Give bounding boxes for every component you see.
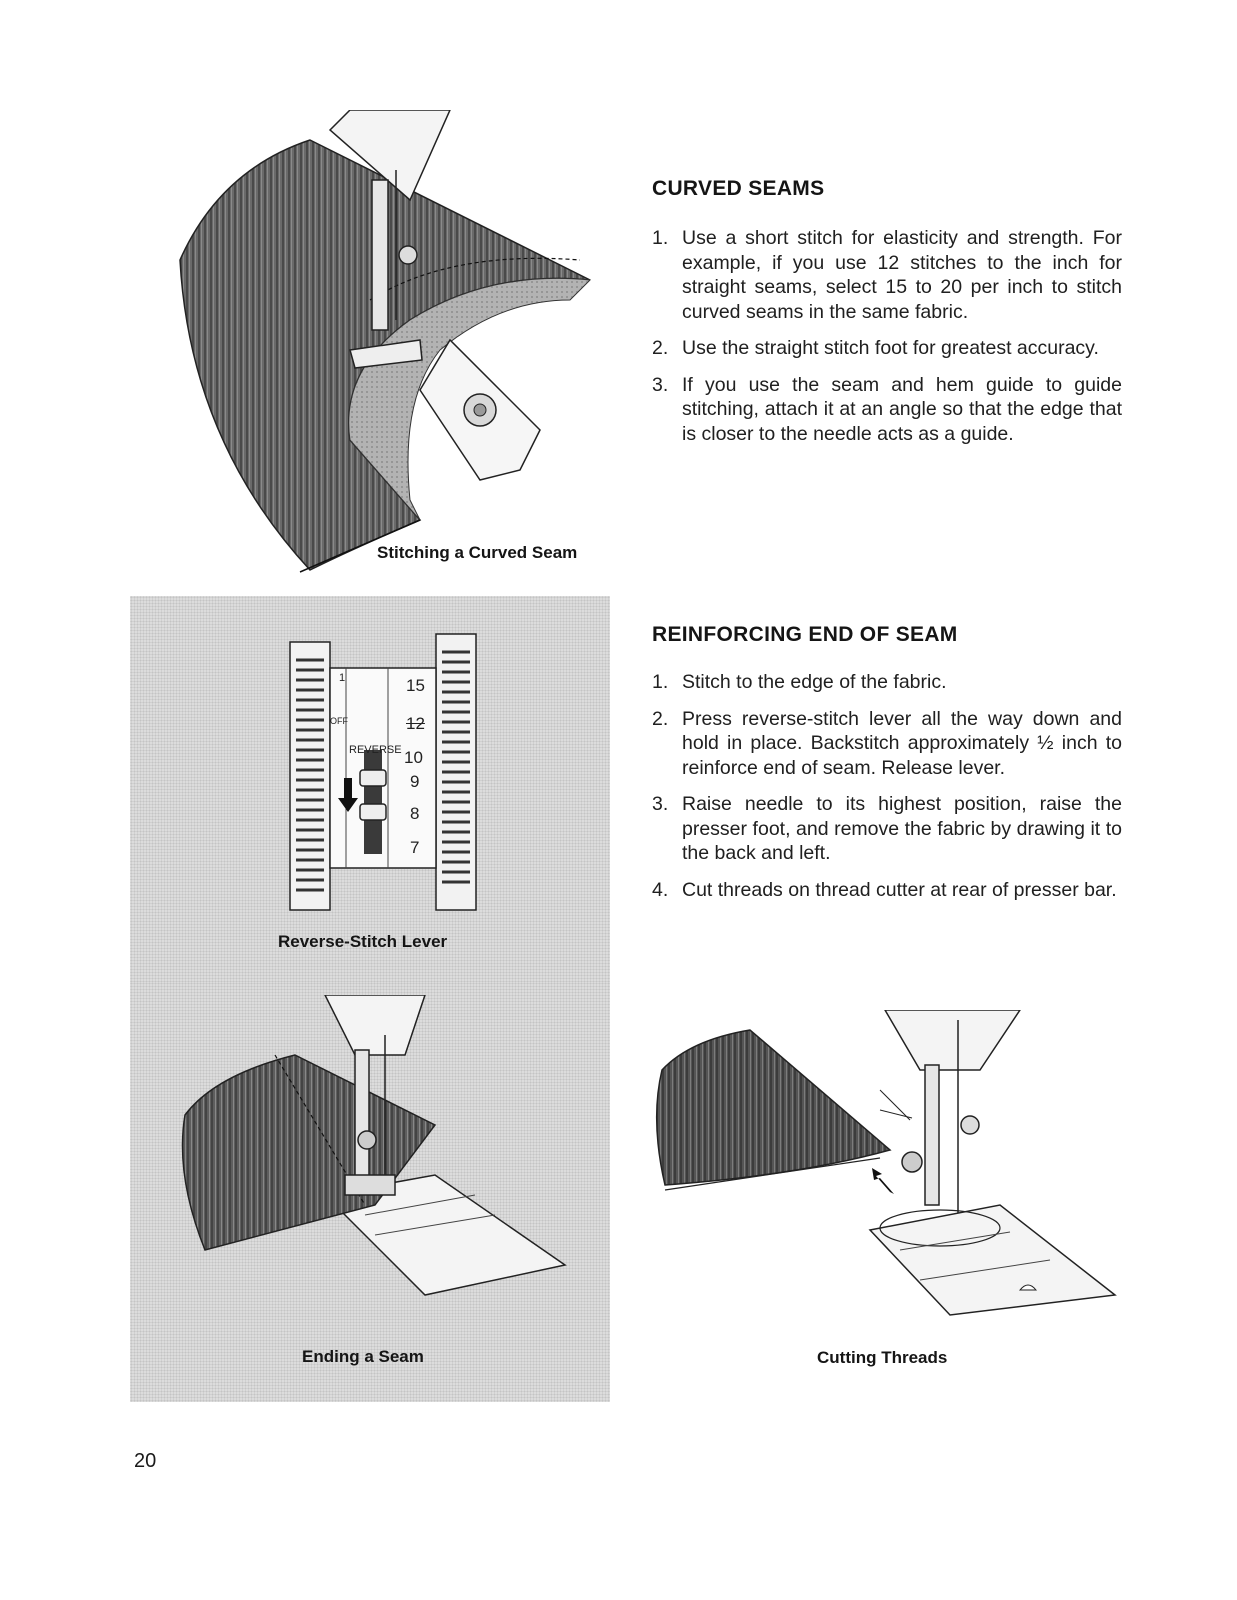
reinforcing-steps bbox=[652, 670, 1122, 914]
curved-seam-caption: Stitching a Curved Seam bbox=[377, 543, 578, 562]
reverse-lever-caption: Reverse-Stitch Lever bbox=[278, 932, 448, 951]
dial-small-label: 1 bbox=[339, 672, 346, 684]
cutting-threads-caption: Cutting Threads bbox=[817, 1348, 948, 1367]
dial-reverse-label: REVERSE bbox=[349, 744, 402, 756]
dial-small-label: OFF bbox=[330, 716, 348, 726]
list-item: 2. Use the straight stitch foot for greatest accuracy. bbox=[652, 337, 1099, 359]
dial-number: 10 bbox=[404, 748, 423, 767]
list-item: 3. Raise needle to its highest position, raise the presser foot, and remove the fabric by drawing it to the back and left. bbox=[652, 793, 1122, 864]
dial-number: 15 bbox=[406, 676, 425, 695]
curved-seam-illustration bbox=[150, 110, 610, 580]
dial-number: 12 bbox=[406, 714, 425, 733]
list-item: 1. Use a short stitch for elasticity and strength. For example, if you use 12 stitches to the inch for straight seams, select 15 to 20 per inch to stitch curved seams in the same fabric. bbox=[652, 227, 1122, 323]
reverse-stitch-lever-illustration bbox=[286, 630, 480, 920]
dial-number: 8 bbox=[410, 804, 420, 823]
list-item: 1. Stitch to the edge of the fabric. bbox=[652, 671, 947, 693]
page-number: 20 bbox=[134, 1450, 157, 1472]
list-item: 4. Cut threads on thread cutter at rear of presser bar. bbox=[652, 878, 1117, 901]
list-item: 3. If you use the seam and hem guide to guide stitching, attach it at an angle so that the edge that is closer to the needle acts as a guide. bbox=[652, 373, 1122, 445]
dial-number: 9 bbox=[410, 772, 420, 791]
cutting-threads-illustration bbox=[650, 1010, 1125, 1320]
list-item: 2. Press reverse-stitch lever all the way down and hold in place. Backstitch approximately ½ inch to reinforce end of seam. Release lever. bbox=[652, 707, 1122, 779]
reinforcing-heading: REINFORCING END OF SEAM bbox=[652, 623, 958, 646]
curved-seams-steps bbox=[652, 226, 1122, 458]
ending-seam-caption: Ending a Seam bbox=[302, 1347, 424, 1366]
dial-number: 7 bbox=[410, 838, 420, 857]
curved-seams-heading: CURVED SEAMS bbox=[652, 177, 825, 200]
ending-seam-illustration bbox=[175, 995, 595, 1305]
